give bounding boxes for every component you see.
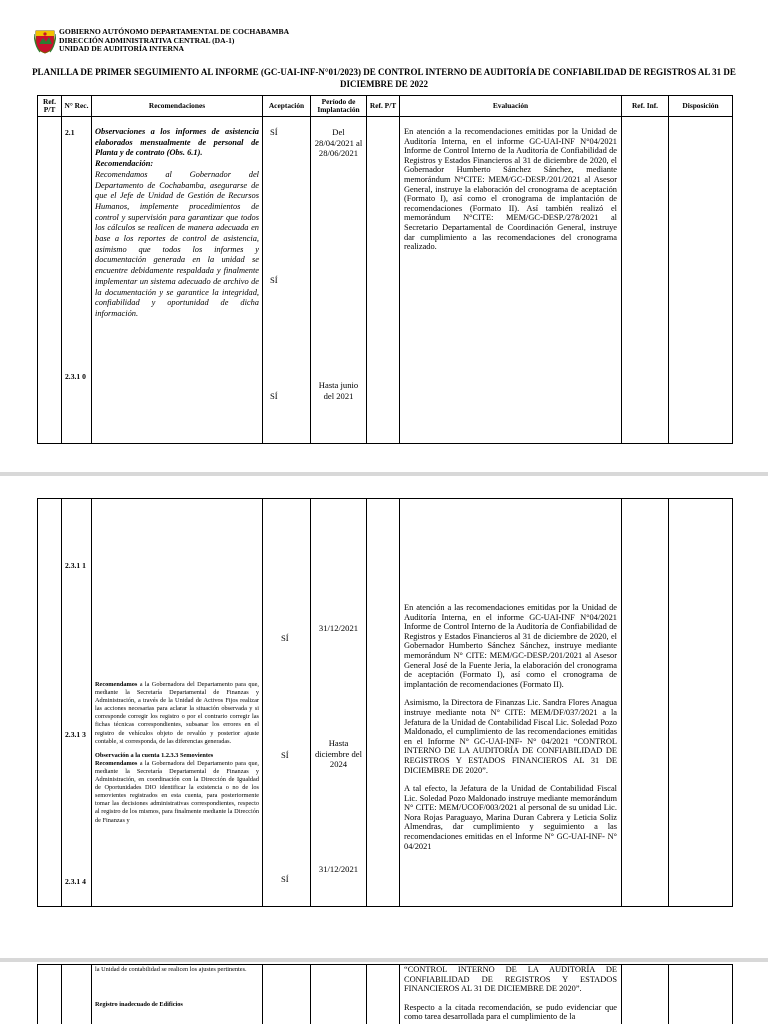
coat-of-arms-icon (34, 28, 56, 54)
col-disposition: Disposición (669, 96, 733, 117)
recommendation-subtitle: Recomendación: (95, 159, 154, 169)
recommendation-lead: Recomendamos (95, 681, 138, 688)
acceptance-value: SÍ (270, 127, 278, 137)
rec-number: 2.3.1 0 (65, 372, 86, 381)
evaluation-paragraph: En atención a las recomendaciones emitidas por la Unidad de Auditoría Interna, en el informe GC-UAI-INF N°04/2021 Informe de Control Interno de la Auditoría de Confiabilidad de Registros y Estados Financieros al 31 de diciembre de 2020, el Gobernador Humberto Sánchez Sánchez, instruye mediante memorándum N° CITE: MEM/GC-DESP./201/2021 al Asesor General José de la Fuente Jeria, la elaboración del cronograma de aceptación (Formato I), así como el cronograma de implantación de recomendaciones (Formato II). (404, 603, 617, 689)
recommendation-cell (92, 117, 263, 444)
observation-title: Registro inadecuado de Edificios (95, 1001, 183, 1009)
ref-inf-cell (622, 965, 669, 1024)
acceptance-value: SÍ (281, 750, 289, 760)
rec-number: 2.1 (65, 128, 75, 137)
disposition-cell (669, 965, 733, 1024)
disposition-cell (669, 117, 733, 444)
acceptance-cell (263, 117, 311, 444)
acceptance-value: SÍ (270, 275, 278, 285)
col-evaluation: Evaluación (400, 96, 622, 117)
acceptance-value: SÍ (281, 633, 289, 643)
recommendation-title: Observaciones a los informes de asistencia elaborados mensualmente de personal de Planta y de contrato (Obs. 6.1). (95, 127, 259, 158)
evaluation-cell (400, 499, 622, 907)
ref-pt-2-cell (367, 965, 400, 1024)
rec-number: 2.3.1 3 (65, 730, 86, 739)
evaluation-text: En atención a la recomendaciones emitidas por la Unidad de Auditoría Interna, en el informe GC-UAI-INF N°04/2021 Informe de Control Interno de la Auditoría de Confiabilidad de Registros y Estados Financieros al 31 de diciembre de 2020, el Gobernador Humberto Sánchez Sánchez, mediante memorándum N°CITE: MEM/GC-DESP./201/2021 al Asesor General, instruye la elaboración del cronograma de aceptación (Formato I), así como el cronograma de implantación de recomendaciones (Formato II). Así también realizó el memorándum N°CITE: MEM/GC-DESP./278/2021 al Secretario Departamental de Coordinación General, instruye dar cumplimiento a las recomendaciones del cronograma realizado. (404, 127, 617, 252)
rec-number-cell (62, 117, 92, 444)
acceptance-cell (263, 499, 311, 907)
ref-inf-cell (622, 499, 669, 907)
rec-number-cell (62, 499, 92, 907)
col-acceptance: Aceptación (263, 96, 311, 117)
ref-pt-cell (38, 117, 62, 444)
observation-title: Observación a la cuenta 1.2.3.3 Semovientes (95, 751, 214, 759)
period-cell (311, 499, 367, 907)
org-line-1: GOBIERNO AUTÓNOMO DEPARTAMENTAL DE COCHABAMBA (59, 27, 290, 36)
evaluation-paragraph: Asimismo, la Directora de Finanzas Lic. Sandra Flores Anagua instruye mediante nota N° CITE: MEM/DF/037/2021 a la Jefatura de la Unidad de Contabilidad Fiscal Lic. Soledad Pozo Maldonado, el cumplimiento de las recomendaciones emitidas en el Informe N° GC-UAI-INF- N° 04/2021 “CONTROL INTERNO DE LA AUDITORÍA DE CONFIABILIDAD DE REGISTROS Y ESTADOS FINANCIEROS AL 31 DE DICIEMBRE DE 2020”. (404, 698, 617, 775)
evaluation-paragraph: A tal efecto, la Jefatura de la Unidad de Contabilidad Fiscal Lic. Soledad Pozo Maldonado instruye mediante memorándum N° CITE: MEM/UCOF/003/2021 al personal de su unidad Lic. Nora Rojas Paraguayo, Marina Duran Cabrera y Leticia Soliz Almendras, dar cumplimiento y seguimiento a las recomendaciones emitidas en el Informe N° GC-UAI-INF- N° 04/2021 (404, 784, 617, 851)
rec-number-cell (62, 965, 92, 1024)
col-recommendations: Recomendaciones (92, 96, 263, 117)
evaluation-cell (400, 117, 622, 444)
followup-table-continued (37, 964, 733, 1024)
rec-number: 2.3.1 1 (65, 561, 86, 570)
table-row (38, 499, 733, 907)
table-row (38, 965, 733, 1024)
evaluation-paragraph: “CONTROL INTERNO DE LA AUDITORÍA DE CONFIABILIDAD DE REGISTROS Y ESTADOS FINANCIEROS AL 31 DE DICIEMBRE DE 2020”. (404, 965, 617, 994)
recommendation-cell (92, 499, 263, 907)
page-1 (0, 0, 768, 472)
col-ref-pt: Ref. P/T (38, 96, 62, 117)
organization-name (59, 28, 289, 54)
followup-table-continued (37, 498, 733, 907)
document-header (34, 28, 289, 54)
table-header-row (38, 96, 733, 117)
page-3 (0, 962, 768, 1024)
period-value: Hasta junio del 2021 (318, 380, 359, 401)
acceptance-cell (263, 965, 311, 1024)
acceptance-value: SÍ (270, 391, 278, 401)
acceptance-value: SÍ (281, 874, 289, 884)
recommendation-text: a la Gobernadora del Departamento para que, mediante la Secretaría Departamental de Finanzas y Administración, en coordinación con la Dirección de Igualdad de Oportunidades DIO identificar la existencia o no de los semovientes registrados en esta cuenta, para posteriormente tomar las decisiones administrativas correspondientes, respecto al registro de los mismos, para finalmente mediante la Dirección de Finanzas y (95, 759, 259, 824)
col-rec-number: N° Rec. (62, 96, 92, 117)
evaluation-block (404, 603, 617, 851)
col-ref-inf: Ref. Inf. (622, 96, 669, 117)
period-value: Hasta diciembre del 2024 (314, 738, 362, 769)
ref-inf-cell (622, 117, 669, 444)
evaluation-cell (400, 965, 622, 1024)
page-2 (0, 476, 768, 958)
col-implementation-period: Período de Implantación (311, 96, 367, 117)
document-title: PLANILLA DE PRIMER SEGUIMIENTO AL INFORME (GC-UAI-INF-N°01/2023) DE CONTROL INTERNO DE AUDITORÍA DE CONFIABILIDAD DE REGISTROS AL 31 DE DICIEMBRE DE 2022 (32, 67, 736, 89)
recommendation-body: Recomendamos al Gobernador del Departamento de Cochabamba, asegurarse de que el Jefe de Unidad de Gestión de Recursos Humanos, implemente procedimientos de control y supervisión para garantizar que todos los cálculos se realicen de manera adecuada en base a los reportes de control de asistencia, asimismo que todos los informes y documentación generada en la unidad se encuentre debidamente respaldada y finalmente implementar un sistema adecuado de archivo de la documentación y se garantice la integridad, confiabilidad y oportunidad de dicha información. (95, 169, 259, 318)
rec-number: 2.3.1 4 (65, 877, 86, 886)
table-row (38, 117, 733, 444)
ref-pt-2-cell (367, 117, 400, 444)
recommendation-text: a la Gobernadora del Departamento para que, mediante la Secretaría Departamental de Finanzas y Administración, a través de la Unidad de Activos Fijos realizar las acciones necesarias para aclarar la situación observada y si corresponde corregir los registro o por el contrario corregir las fichas técnicas correspondientes, subsanar los errores en el registro de vehículos objeto de revalúo y posterior ajuste contable, si corresponda, de las diferencias generadas. (95, 681, 259, 745)
period-value: Del 28/04/2021 al 28/06/2021 (314, 127, 363, 158)
org-line-2: DIRECCIÓN ADMINISTRATIVA CENTRAL (DA-1) (59, 35, 235, 45)
recommendation-lead: Recomendamos (95, 759, 138, 767)
col-ref-pt-2: Ref. P/T (367, 96, 400, 117)
recommendation-block (95, 681, 259, 825)
period-value: 31/12/2021 (318, 864, 359, 874)
evaluation-paragraph: Respecto a la citada recomendación, se pudo evidenciar que como tarea desarrollada para el cumplimiento de la (404, 1002, 617, 1022)
period-cell (311, 117, 367, 444)
followup-table (37, 95, 733, 444)
disposition-cell (669, 499, 733, 907)
org-line-3: UNIDAD DE AUDITORÍA INTERNA (59, 44, 184, 54)
period-cell (311, 965, 367, 1024)
ref-pt-cell (38, 499, 62, 907)
ref-pt-cell (38, 965, 62, 1024)
recommendation-cell (92, 965, 263, 1024)
period-value: 31/12/2021 (318, 623, 359, 633)
recommendation-text: la Unidad de contabilidad se realicen los ajustes pertinentes. (95, 966, 247, 973)
ref-pt-2-cell (367, 499, 400, 907)
